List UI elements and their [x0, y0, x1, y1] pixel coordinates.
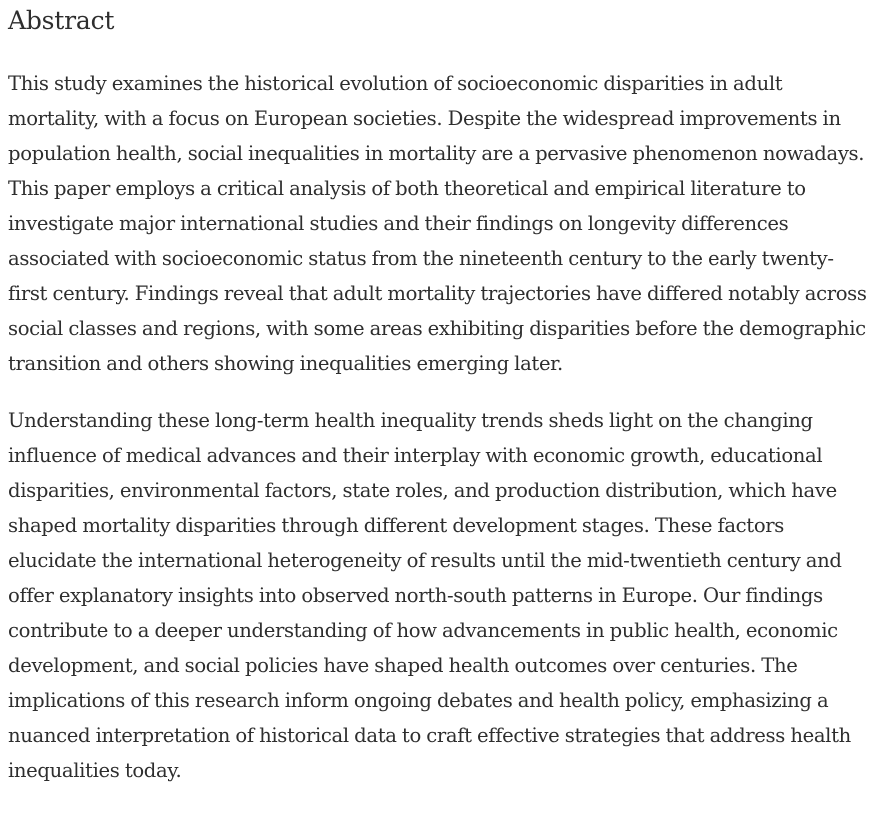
abstract-heading: Abstract	[8, 6, 115, 35]
abstract-section	[8, 0, 868, 788]
abstract-paragraph-1: This study examines the historical evolution of socioeconomic disparities in adult mortality, with a focus on European societies. Despite the widespread improvements in population health, social inequalities in mortality are a pervasive phenomenon nowadays. This paper employs a critical analysis of both theoretical and empirical literature to investigate major international studies and their findings on longevity differences associated with socioeconomic status from the nineteenth century to the early twenty-first century. Findings reveal that adult mortality trajectories have differed notably across social classes and regions, with some areas exhibiting disparities before the demographic transition and others showing inequalities emerging later.	[8, 72, 867, 375]
abstract-paragraph-2: Understanding these long-term health inequality trends sheds light on the changing influence of medical advances and their interplay with economic growth, educational disparities, environmental factors, state roles, and production distribution, which have shaped mortality disparities through different development stages. These factors elucidate the international heterogeneity of results until the mid-twentieth century and offer explanatory insights into observed north-south patterns in Europe. Our findings contribute to a deeper understanding of how advancements in public health, economic development, and social policies have shaped health outcomes over centuries. The implications of this research inform ongoing debates and health policy, emphasizing a nuanced interpretation of historical data to craft effective strategies that address health inequalities today.	[8, 409, 851, 782]
